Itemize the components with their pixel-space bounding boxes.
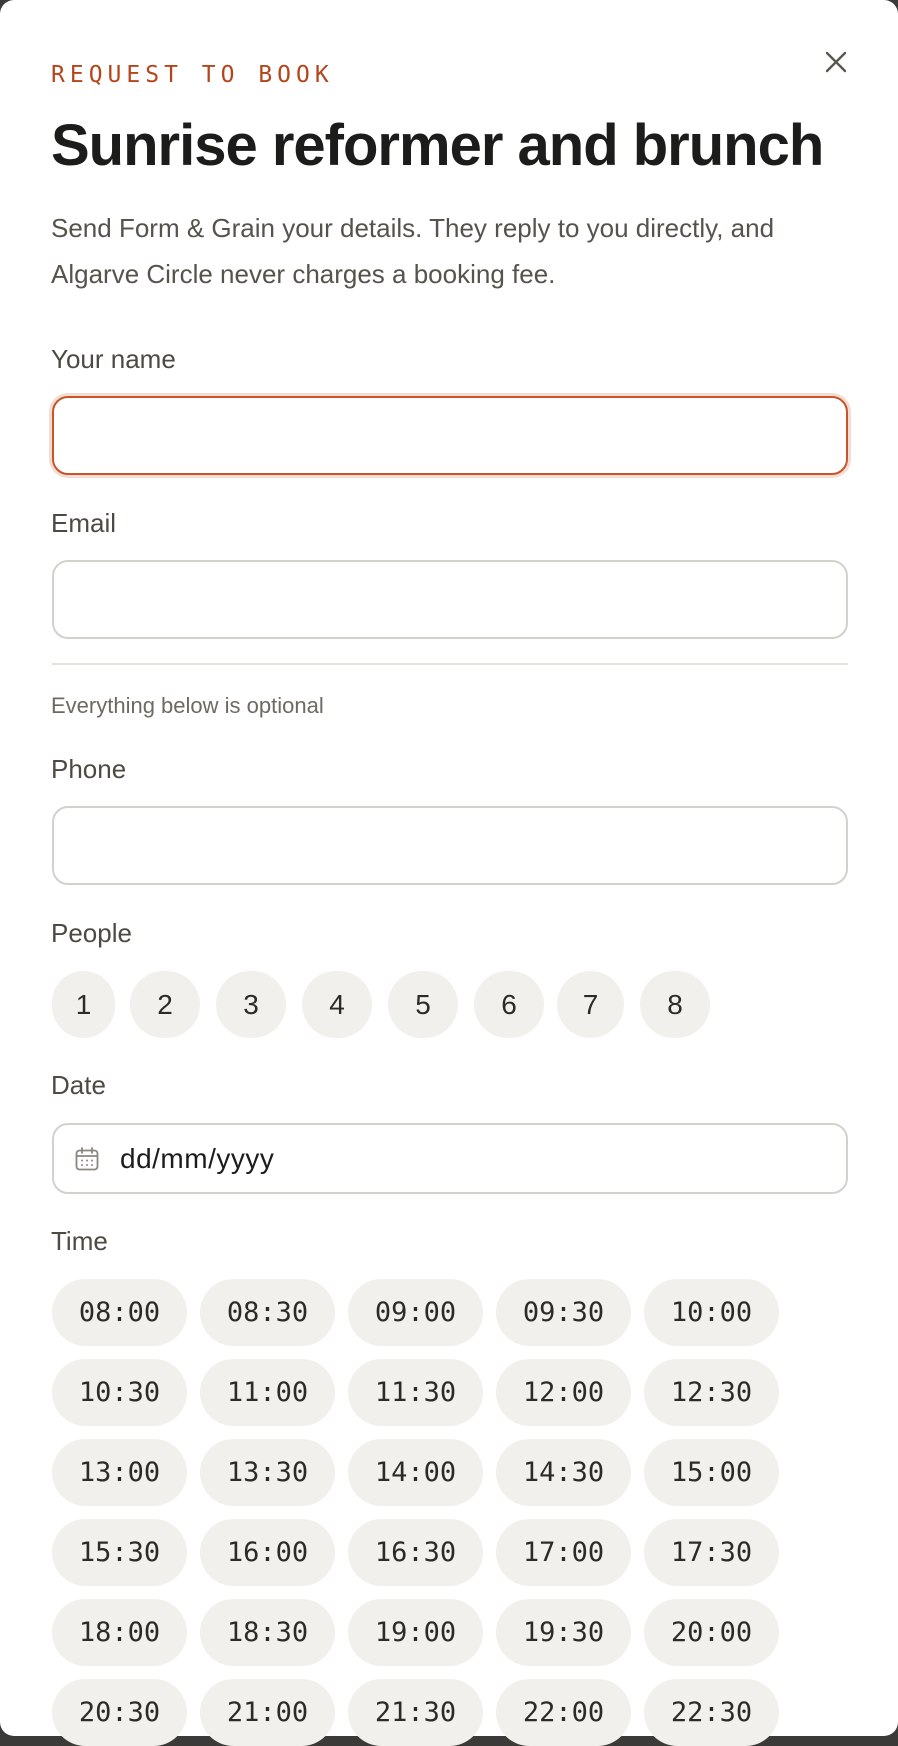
email-label: Email xyxy=(51,508,117,538)
dialog-eyebrow: REQUEST TO BOOK xyxy=(51,62,334,88)
time-slot-2030[interactable]: 20:30 xyxy=(52,1679,187,1746)
time-slot-0800[interactable]: 08:00 xyxy=(52,1279,187,1346)
section-divider xyxy=(52,663,848,665)
people-option-1[interactable]: 1 xyxy=(52,971,115,1038)
time-slot-1200[interactable]: 12:00 xyxy=(496,1359,631,1426)
time-slot-2100[interactable]: 21:00 xyxy=(200,1679,335,1746)
date-label: Date xyxy=(51,1070,106,1100)
time-slot-1600[interactable]: 16:00 xyxy=(200,1519,335,1586)
time-slot-2230[interactable]: 22:30 xyxy=(644,1679,779,1746)
time-slot-1130[interactable]: 11:30 xyxy=(348,1359,483,1426)
people-option-4[interactable]: 4 xyxy=(302,971,372,1038)
name-input[interactable] xyxy=(54,398,846,473)
time-slot-1300[interactable]: 13:00 xyxy=(52,1439,187,1506)
name-label: Your name xyxy=(51,344,176,374)
time-slot-1630[interactable]: 16:30 xyxy=(348,1519,483,1586)
phone-input[interactable] xyxy=(54,808,846,883)
time-slot-1100[interactable]: 11:00 xyxy=(200,1359,335,1426)
name-field[interactable] xyxy=(52,396,848,475)
time-slot-1030[interactable]: 10:30 xyxy=(52,1359,187,1426)
time-slot-1430[interactable]: 14:30 xyxy=(496,1439,631,1506)
date-field[interactable] xyxy=(52,1123,848,1194)
email-field[interactable] xyxy=(52,560,848,639)
time-slot-1500[interactable]: 15:00 xyxy=(644,1439,779,1506)
time-slot-1800[interactable]: 18:00 xyxy=(52,1599,187,1666)
email-input[interactable] xyxy=(54,562,846,637)
time-slot-2000[interactable]: 20:00 xyxy=(644,1599,779,1666)
people-option-7[interactable]: 7 xyxy=(557,971,624,1038)
time-slot-1700[interactable]: 17:00 xyxy=(496,1519,631,1586)
dialog-description: Send Form & Grain your details. They reply to you directly, and Algarve Circle never charges a booking fee. xyxy=(51,213,775,289)
time-slot-1930[interactable]: 19:30 xyxy=(496,1599,631,1666)
time-slot-2200[interactable]: 22:00 xyxy=(496,1679,631,1746)
people-option-6[interactable]: 6 xyxy=(474,971,544,1038)
time-slot-1000[interactable]: 10:00 xyxy=(644,1279,779,1346)
time-slot-1730[interactable]: 17:30 xyxy=(644,1519,779,1586)
phone-label: Phone xyxy=(51,754,127,784)
calendar-icon[interactable] xyxy=(74,1146,100,1172)
people-option-8[interactable]: 8 xyxy=(640,971,710,1038)
time-slot-1400[interactable]: 14:00 xyxy=(348,1439,483,1506)
time-slot-0830[interactable]: 08:30 xyxy=(200,1279,335,1346)
time-slot-1900[interactable]: 19:00 xyxy=(348,1599,483,1666)
date-placeholder: dd/mm/yyyy xyxy=(120,1142,275,1174)
people-option-2[interactable]: 2 xyxy=(130,971,200,1038)
optional-note: Everything below is optional xyxy=(51,693,324,718)
time-slot-0930[interactable]: 09:30 xyxy=(496,1279,631,1346)
time-slot-1230[interactable]: 12:30 xyxy=(644,1359,779,1426)
time-slot-1330[interactable]: 13:30 xyxy=(200,1439,335,1506)
people-option-5[interactable]: 5 xyxy=(388,971,458,1038)
close-button[interactable] xyxy=(818,44,854,80)
phone-field[interactable] xyxy=(52,806,848,885)
time-slot-1830[interactable]: 18:30 xyxy=(200,1599,335,1666)
time-slot-0900[interactable]: 09:00 xyxy=(348,1279,483,1346)
dialog-title: Sunrise reformer and brunch xyxy=(51,113,824,178)
people-label: People xyxy=(51,918,132,948)
people-option-3[interactable]: 3 xyxy=(216,971,286,1038)
time-slot-1530[interactable]: 15:30 xyxy=(52,1519,187,1586)
close-icon xyxy=(825,51,847,73)
time-slot-2130[interactable]: 21:30 xyxy=(348,1679,483,1746)
time-label: Time xyxy=(51,1226,108,1256)
